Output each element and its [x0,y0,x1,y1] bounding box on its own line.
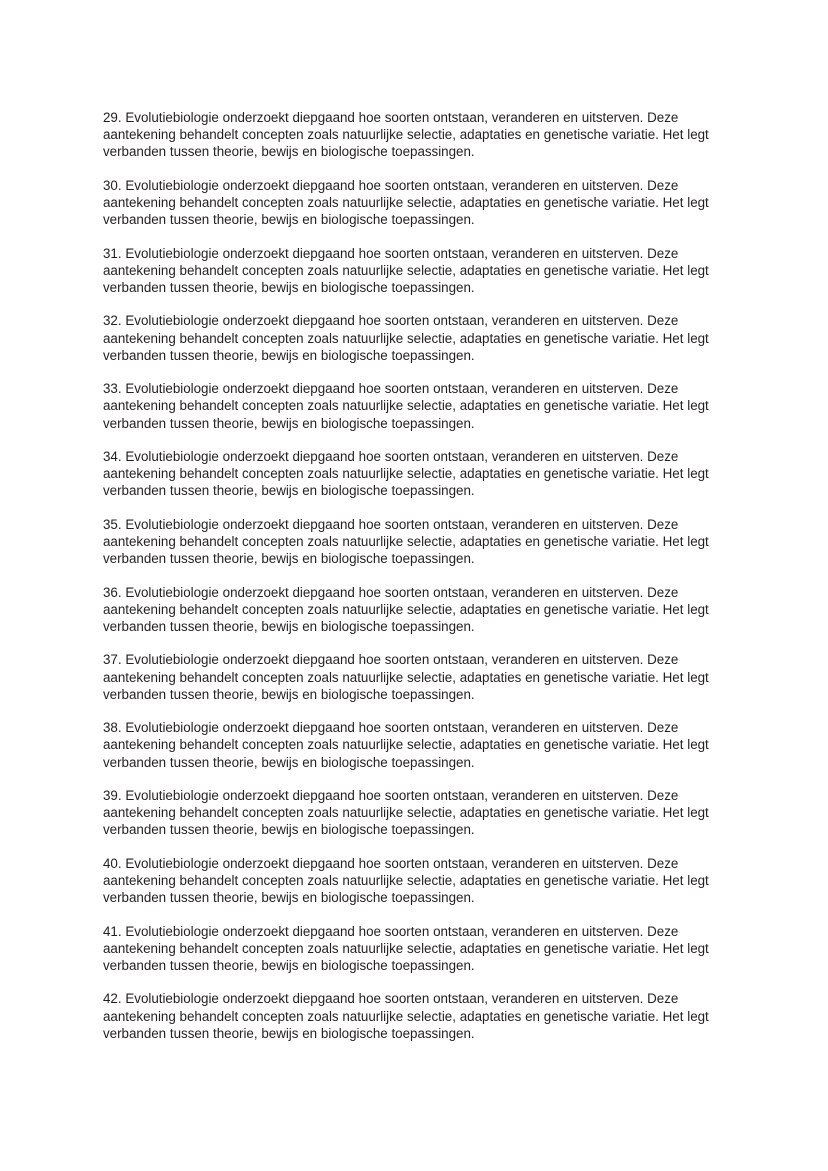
note-paragraph: 38. Evolutiebiologie onderzoekt diepgaand hoe soorten ontstaan, veranderen en uitsterven. Deze aantekening behandelt concepten zoals natuurlijke selectie, adaptaties en genetische variatie. Het legt verbanden tussen theorie, bewijs en biologische toepassingen. [103,720,709,770]
note-paragraph: 42. Evolutiebiologie onderzoekt diepgaand hoe soorten ontstaan, veranderen en uitsterven. Deze aantekening behandelt concepten zoals natuurlijke selectie, adaptaties en genetische variatie. Het legt verbanden tussen theorie, bewijs en biologische toepassingen. [103,991,709,1041]
note-paragraph: 30. Evolutiebiologie onderzoekt diepgaand hoe soorten ontstaan, veranderen en uitsterven. Deze aantekening behandelt concepten zoals natuurlijke selectie, adaptaties en genetische variatie. Het legt verbanden tussen theorie, bewijs en biologische toepassingen. [103,177,709,228]
note-paragraph: 35. Evolutiebiologie onderzoekt diepgaand hoe soorten ontstaan, veranderen en uitsterven. Deze aantekening behandelt concepten zoals natuurlijke selectie, adaptaties en genetische variatie. Het legt verbanden tussen theorie, bewijs en biologische toepassingen. [103,516,709,567]
note-paragraph: 34. Evolutiebiologie onderzoekt diepgaand hoe soorten ontstaan, veranderen en uitsterven. Deze aantekening behandelt concepten zoals natuurlijke selectie, adaptaties en genetische variatie. Het legt verbanden tussen theorie, bewijs en biologische toepassingen. [103,448,709,499]
note-paragraph: 37. Evolutiebiologie onderzoekt diepgaand hoe soorten ontstaan, veranderen en uitsterven. Deze aantekening behandelt concepten zoals natuurlijke selectie, adaptaties en genetische variatie. Het legt verbanden tussen theorie, bewijs en biologische toepassingen. [103,652,709,702]
note-paragraph: 29. Evolutiebiologie onderzoekt diepgaand hoe soorten ontstaan, veranderen en uitsterven. Deze aantekening behandelt concepten zoals natuurlijke selectie, adaptaties en genetische variatie. Het legt verbanden tussen theorie, bewijs en biologische toepassingen. [103,110,709,160]
note-paragraph: 31. Evolutiebiologie onderzoekt diepgaand hoe soorten ontstaan, veranderen en uitsterven. Deze aantekening behandelt concepten zoals natuurlijke selectie, adaptaties en genetische variatie. Het legt verbanden tussen theorie, bewijs en biologische toepassingen. [103,245,709,295]
note-paragraph: 39. Evolutiebiologie onderzoekt diepgaand hoe soorten ontstaan, veranderen en uitsterven. Deze aantekening behandelt concepten zoals natuurlijke selectie, adaptaties en genetische variatie. Het legt verbanden tussen theorie, bewijs en biologische toepassingen. [103,787,709,838]
note-paragraph: 33. Evolutiebiologie onderzoekt diepgaand hoe soorten ontstaan, veranderen en uitsterven. Deze aantekening behandelt concepten zoals natuurlijke selectie, adaptaties en genetische variatie. Het legt verbanden tussen theorie, bewijs en biologische toepassingen. [103,381,709,431]
note-paragraph: 36. Evolutiebiologie onderzoekt diepgaand hoe soorten ontstaan, veranderen en uitsterven. Deze aantekening behandelt concepten zoals natuurlijke selectie, adaptaties en genetische variatie. Het legt verbanden tussen theorie, bewijs en biologische toepassingen. [103,584,709,634]
note-paragraph: 41. Evolutiebiologie onderzoekt diepgaand hoe soorten ontstaan, veranderen en uitsterven. Deze aantekening behandelt concepten zoals natuurlijke selectie, adaptaties en genetische variatie. Het legt verbanden tussen theorie, bewijs en biologische toepassingen. [103,923,709,973]
document-body [103,109,715,1042]
note-paragraph: 32. Evolutiebiologie onderzoekt diepgaand hoe soorten ontstaan, veranderen en uitsterven. Deze aantekening behandelt concepten zoals natuurlijke selectie, adaptaties en genetische variatie. Het legt verbanden tussen theorie, bewijs en biologische toepassingen. [103,313,709,363]
note-paragraph: 40. Evolutiebiologie onderzoekt diepgaand hoe soorten ontstaan, veranderen en uitsterven. Deze aantekening behandelt concepten zoals natuurlijke selectie, adaptaties en genetische variatie. Het legt verbanden tussen theorie, bewijs en biologische toepassingen. [103,855,709,906]
